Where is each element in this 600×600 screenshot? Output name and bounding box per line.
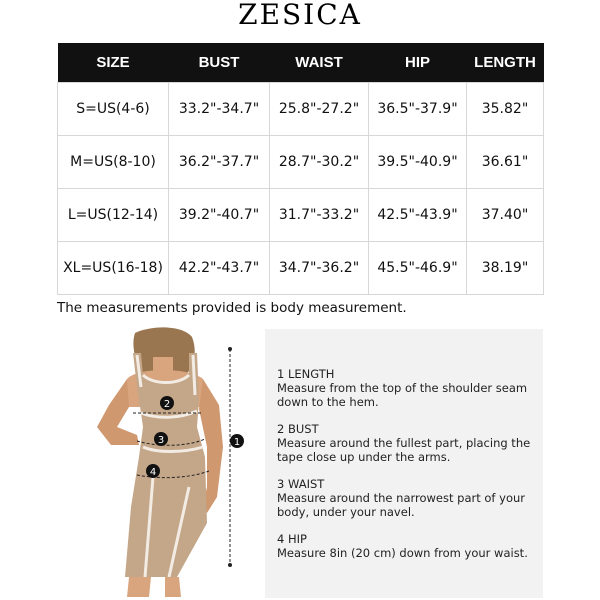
cell-hip: 36.5"-37.9" [369, 83, 467, 136]
cell-waist: 28.7"-30.2" [270, 136, 369, 189]
measurement-note: The measurements provided is body measurement. [57, 300, 407, 316]
svg-text:2: 2 [163, 399, 171, 410]
guide-description: Measure from the top of the shoulder seam down to the hem. [277, 381, 528, 409]
guide-item-length [277, 367, 537, 409]
guide-description: Measure 8in (20 cm) down from your waist. [277, 546, 528, 560]
marker-length [230, 434, 244, 448]
guide-description: Measure around the fullest part, placing the tape close up under the arms. [277, 436, 531, 464]
measurement-guide-panel [265, 329, 543, 598]
table-row [58, 83, 544, 136]
table-row [58, 242, 544, 295]
header-waist: WAIST [270, 43, 369, 83]
guide-title: 2 BUST [277, 422, 319, 436]
length-top-dot [228, 347, 232, 351]
cell-bust: 33.2"-34.7" [169, 83, 270, 136]
header-bust: BUST [169, 43, 270, 83]
svg-text:4: 4 [149, 467, 157, 478]
guide-item-hip [277, 532, 537, 560]
cell-length: 37.40" [467, 189, 544, 242]
cell-waist: 34.7"-36.2" [270, 242, 369, 295]
cell-hip: 39.5"-40.9" [369, 136, 467, 189]
length-bottom-dot [228, 563, 232, 567]
cell-waist: 31.7"-33.2" [270, 189, 369, 242]
brand-logo: ZESICA [238, 0, 362, 31]
marker-waist [154, 432, 168, 446]
cell-length: 35.82" [467, 83, 544, 136]
cell-length: 36.61" [467, 136, 544, 189]
svg-text:1: 1 [233, 437, 241, 448]
cell-size: S=US(4-6) [58, 83, 169, 136]
dress-model-figure [57, 327, 267, 597]
marker-hip [146, 464, 160, 478]
header-hip: HIP [369, 43, 467, 83]
cell-size: M=US(8-10) [58, 136, 169, 189]
guide-title: 3 WAIST [277, 477, 325, 491]
header-length: LENGTH [467, 43, 544, 83]
cell-bust: 42.2"-43.7" [169, 242, 270, 295]
cell-bust: 39.2"-40.7" [169, 189, 270, 242]
cell-waist: 25.8"-27.2" [270, 83, 369, 136]
cell-hip: 45.5"-46.9" [369, 242, 467, 295]
guide-item-bust [277, 422, 537, 464]
guide-title: 4 HIP [277, 532, 307, 546]
guide-item-waist [277, 477, 537, 519]
marker-bust [160, 396, 174, 410]
cell-size: XL=US(16-18) [58, 242, 169, 295]
header-size: SIZE [58, 43, 169, 83]
cell-length: 38.19" [467, 242, 544, 295]
table-row [58, 136, 544, 189]
table-row [58, 189, 544, 242]
guide-title: 1 LENGTH [277, 367, 335, 381]
cell-bust: 36.2"-37.7" [169, 136, 270, 189]
cell-size: L=US(12-14) [58, 189, 169, 242]
svg-text:3: 3 [157, 435, 165, 446]
size-chart-table [57, 43, 544, 295]
model-legs [127, 577, 181, 597]
table-header-row [58, 43, 544, 83]
guide-description: Measure around the narrowest part of your body, under your navel. [277, 491, 525, 519]
cell-hip: 42.5"-43.9" [369, 189, 467, 242]
